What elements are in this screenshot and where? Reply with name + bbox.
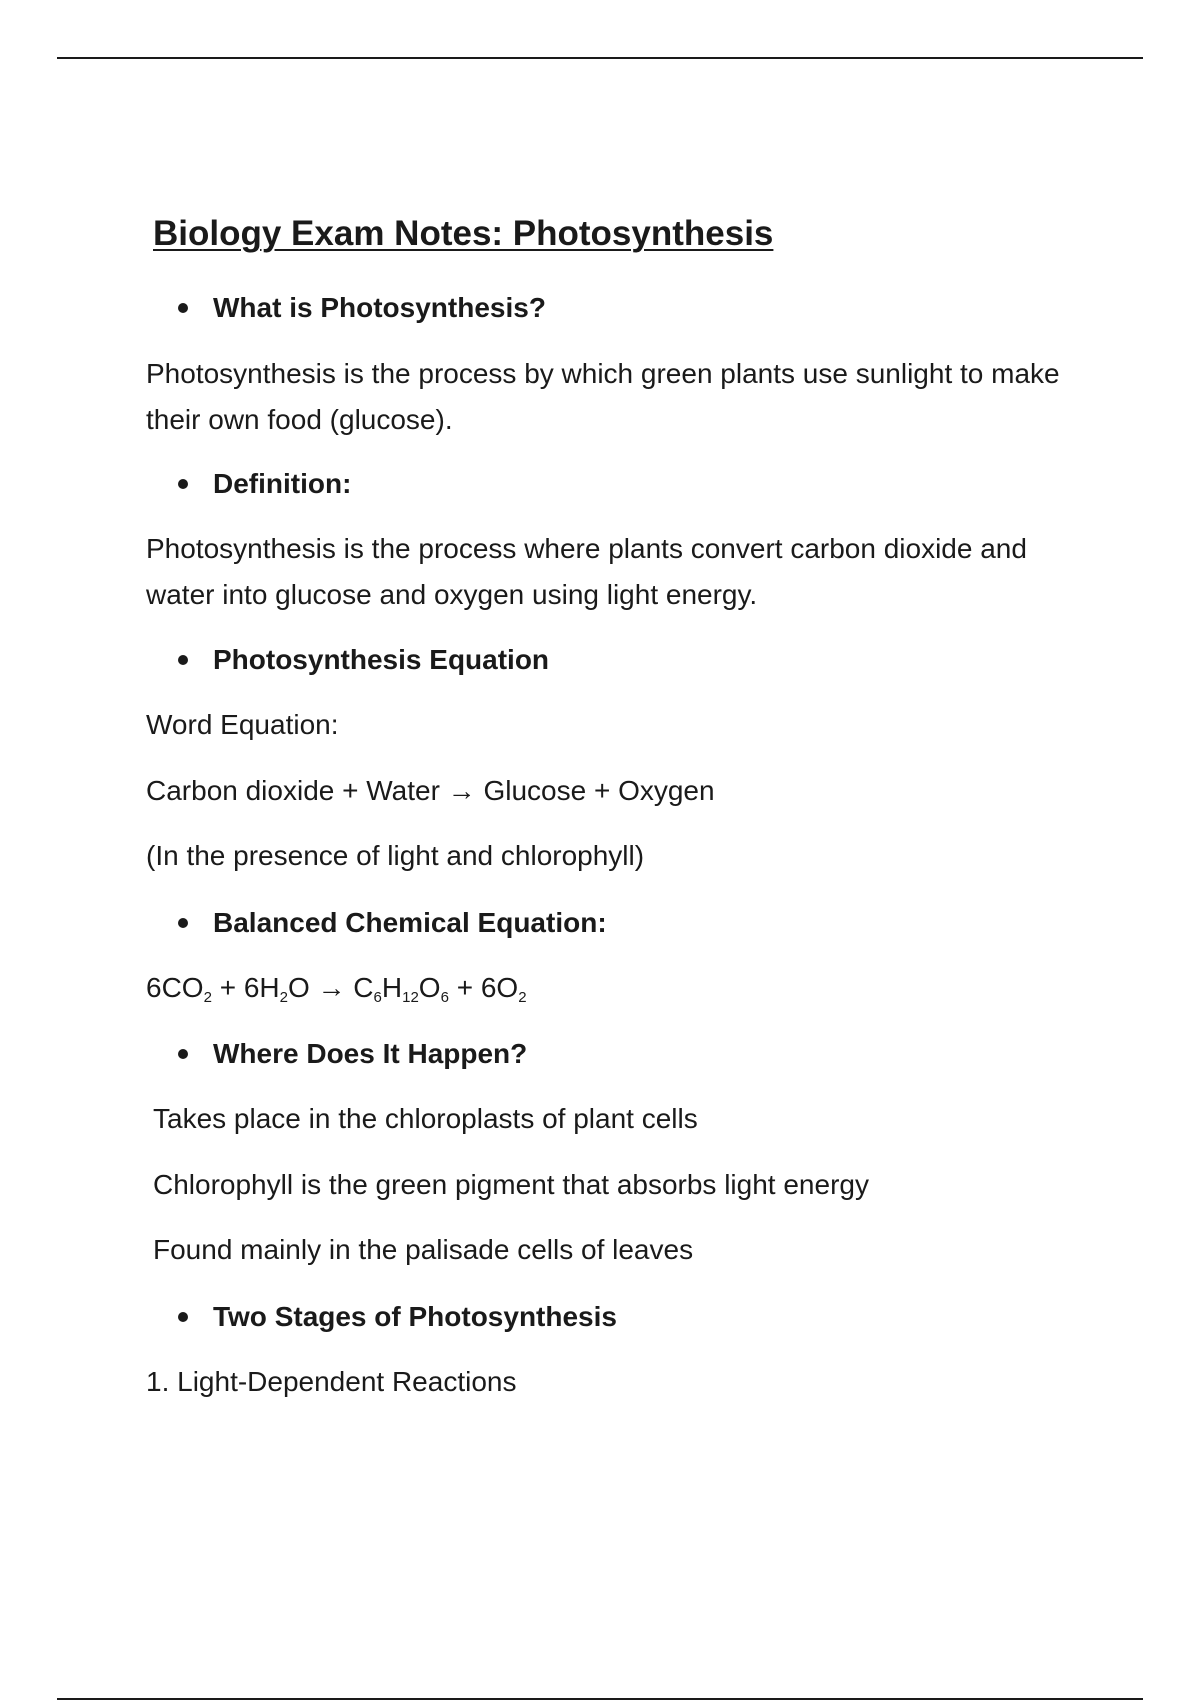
bullet-heading: Where Does It Happen? — [213, 1038, 528, 1069]
definition-paragraph: Photosynthesis is the process where plants convert carbon dioxide and water into glucose and oxygen using light energy. — [146, 533, 1027, 610]
bullet-dot-icon — [178, 1049, 188, 1059]
bullet-heading: Definition: — [213, 468, 352, 499]
bullet-dot-icon — [178, 1312, 188, 1322]
bullet-dot-icon — [178, 479, 188, 489]
what-paragraph: Photosynthesis is the process by which green plants use sunlight to make their own food (glucose). — [146, 358, 1060, 435]
where-line: Found mainly in the palisade cells of leaves — [153, 1234, 694, 1265]
bullet-definition — [178, 466, 351, 502]
stage-list-item: 1. Light-Dependent Reactions — [146, 1366, 517, 1397]
page-title: Biology Exam Notes: Photosynthesis — [153, 214, 774, 253]
bullet-heading: What is Photosynthesis? — [213, 292, 546, 323]
equation-condition: (In the presence of light and chlorophyll) — [146, 840, 645, 871]
bullet-heading: Balanced Chemical Equation: — [213, 907, 607, 938]
bullet-balanced-equation — [178, 905, 607, 941]
balanced-chemical-equation: $6CO_2 + 6H_2O \to C_6H_{12}O_6 + 6O_2$ — [146, 972, 527, 1006]
bullet-heading: Photosynthesis Equation — [213, 644, 550, 675]
where-line: Takes place in the chloroplasts of plant cells — [153, 1103, 698, 1134]
bullet-dot-icon — [178, 655, 188, 665]
where-line: Chlorophyll is the green pigment that absorbs light energy — [153, 1169, 869, 1200]
word-equation-label: Word Equation: — [146, 709, 339, 740]
top-rule — [57, 57, 1143, 59]
bullet-two-stages — [178, 1299, 617, 1335]
bullet-photosynthesis-equation — [178, 642, 549, 678]
bullet-dot-icon — [178, 918, 188, 928]
bullet-what-is-photosynthesis — [178, 290, 546, 326]
word-equation: Carbon dioxide + Water → Glucose + Oxygen — [146, 775, 715, 806]
bullet-heading: Two Stages of Photosynthesis — [213, 1301, 617, 1332]
bullet-where-does-it-happen — [178, 1036, 527, 1072]
bullet-dot-icon — [178, 303, 188, 313]
